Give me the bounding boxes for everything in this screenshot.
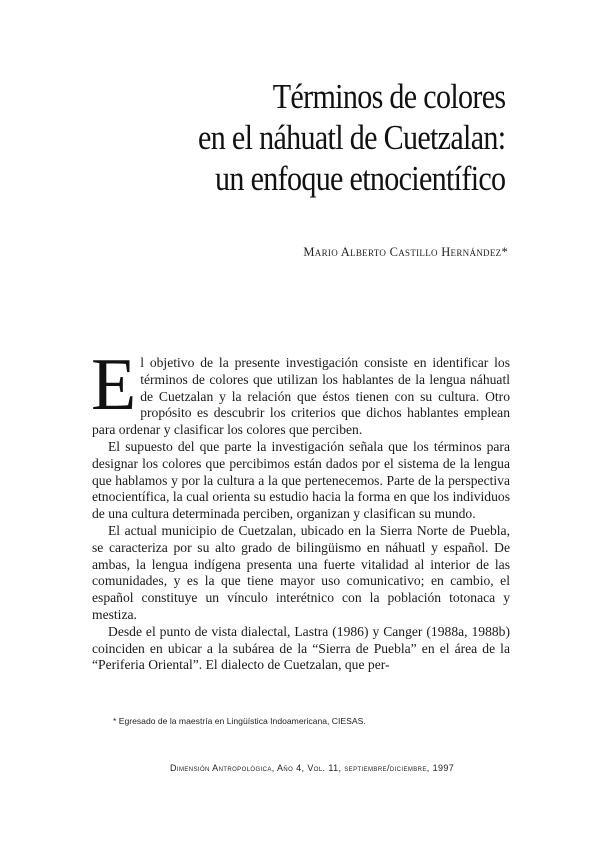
paragraph-4: Desde el punto de vista dialectal, Lastra (1986) y Canger (1988a, 1988b) coinciden en ubicar a la subárea de la “Sierra de Puebla” en el área de la “Periferia Oriental”. El dialecto de Cuetzalan, que per- xyxy=(92,623,510,673)
paragraph-1 xyxy=(91,344,510,439)
article-title-line-1: Términos de colores xyxy=(272,77,505,116)
journal-running-footer: Dimensión Antropológica, Año 4, Vol. 11, septiembre/diciembre, 1997 xyxy=(170,763,455,773)
article-title-line-3: un enfoque etnocientífico xyxy=(214,159,505,198)
author-footnote: * Egresado de la maestría en Lingüística Indoamericana, CIESAS. xyxy=(113,716,366,726)
article-title-line-2: en el náhuatl de Cuetzalan: xyxy=(197,118,505,157)
article-author: Mario Alberto Castillo Hernández* xyxy=(303,245,508,259)
drop-cap: E xyxy=(91,344,137,426)
paragraph-3: El actual municipio de Cuetzalan, ubicado en la Sierra Norte de Puebla, se caracteriza por su alto grado de bilingüismo en náhuatl y español. De ambas, la lengua indígena presenta una fuerte vitalidad al interior de las comunidades, y es la que tiene mayor uso comunicativo; en cambio, el español constituye un vínculo interétnico con la población totonaca y mestiza. xyxy=(92,522,510,622)
paragraph-1-text: l objetivo de la presente investigación consiste en identificar los términos de colores que utilizan los hablantes de la lengua náhuatl de Cuetzalan y la relación que éstos tienen con su cultura. Otro propósito es descubrir los criterios que dichos hablantes emplean para ordenar y clasificar los colores que perciben. xyxy=(92,355,510,438)
article-title xyxy=(198,76,505,199)
paragraph-2: El supuesto del que parte la investigación señala que los términos para designar los colores que percibimos están dados por el sistema de la lengua que hablamos y por la cultura a la que pertenecemos. Parte de la perspectiva etnocientífica, la cual orienta su estudio hacia la forma en que los individuos de una cultura determinada perciben, organizan y clasifican su mundo. xyxy=(92,438,510,522)
article-body xyxy=(91,344,510,674)
